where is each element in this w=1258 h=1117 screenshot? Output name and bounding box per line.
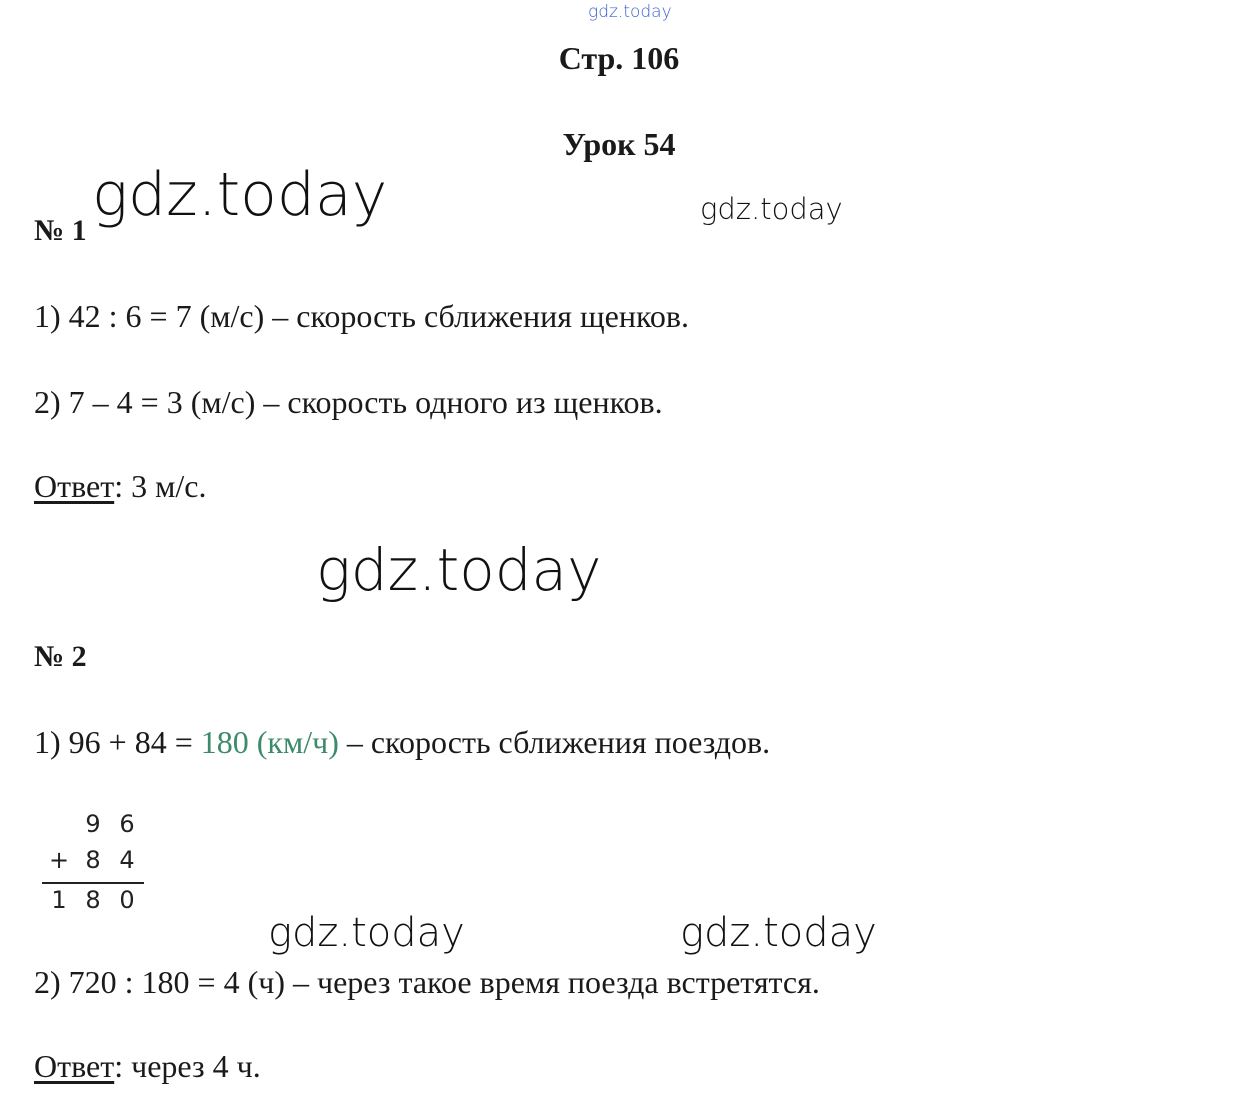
task-2-step-1 — [34, 724, 770, 761]
answer-value: : 3 м/с. — [114, 468, 207, 504]
task-2-number: № 2 — [34, 640, 87, 673]
task-1-step-1: 1) 42 : 6 = 7 (м/с) – скорость сближения щенков. — [34, 298, 689, 334]
task-1-number: № 1 — [34, 214, 87, 247]
answer-label: Ответ — [34, 1048, 115, 1084]
column-row-1: 9 6 — [85, 810, 135, 838]
step-1-result: 180 (км/ч) — [200, 724, 339, 760]
column-row-2: + 8 4 — [48, 846, 135, 874]
column-sum-line — [42, 882, 144, 884]
answer-label: Ответ — [34, 468, 115, 504]
task-1-step-2: 2) 7 – 4 = 3 (м/с) – скорость одного из щенков. — [34, 384, 663, 420]
task-1-answer — [34, 468, 206, 505]
watermark-medium-2: gdz.today — [268, 910, 465, 956]
watermark-top: gdz.today — [588, 2, 672, 22]
watermark-medium-3: gdz.today — [680, 910, 877, 956]
page-number-heading: Стр. 106 — [558, 40, 680, 76]
watermark-medium-1: gdz.today — [700, 192, 843, 226]
step-1-expression: 1) 96 + 84 = — [34, 724, 201, 760]
answer-value: : через 4 ч. — [114, 1048, 261, 1084]
task-2-answer — [34, 1048, 261, 1085]
lesson-heading: Урок 54 — [562, 126, 676, 162]
step-1-description: – скорость сближения поездов. — [338, 724, 771, 760]
column-addition — [42, 810, 144, 922]
task-2-step-2: 2) 720 : 180 = 4 (ч) – через такое время поезда встретятся. — [34, 964, 820, 1000]
column-row-3: 1 8 0 — [51, 886, 135, 914]
watermark-large-1: gdz.today — [92, 160, 388, 230]
watermark-large-2: gdz.today — [316, 536, 602, 604]
